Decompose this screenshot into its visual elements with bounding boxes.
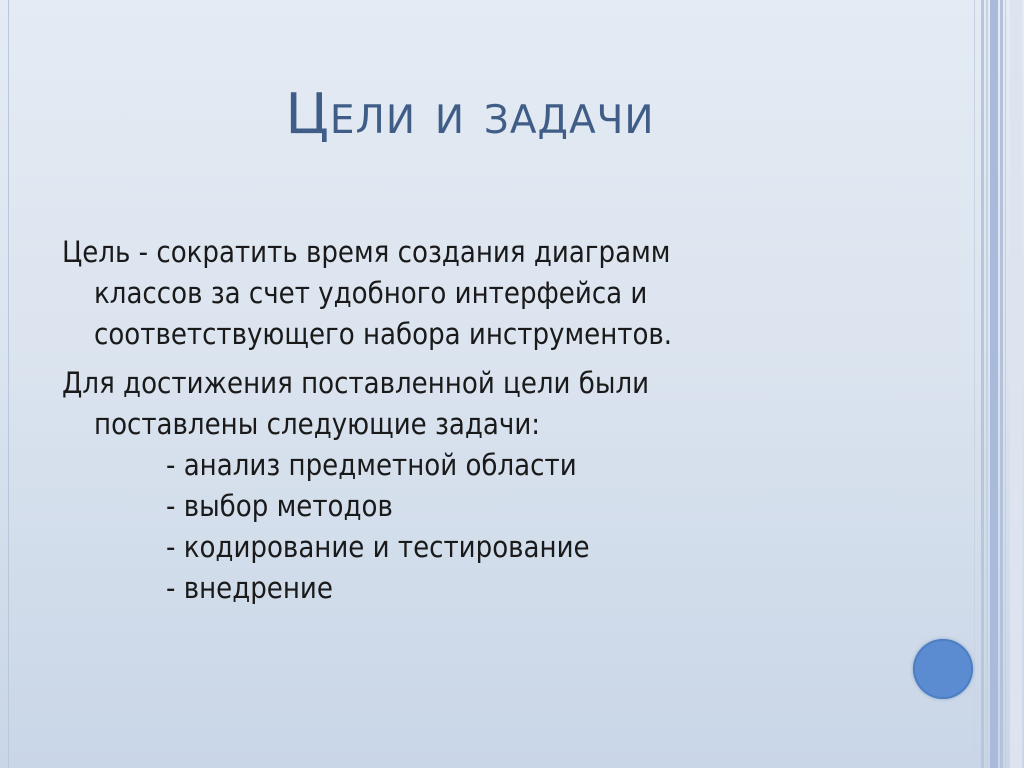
goal-paragraph xyxy=(62,232,892,355)
tasks-intro-line: поставлены следующие задачи: xyxy=(94,407,541,441)
stripe xyxy=(1010,0,1022,768)
stripe xyxy=(1005,0,1006,768)
stripe xyxy=(990,0,998,768)
stripe xyxy=(1000,0,1003,768)
stripe xyxy=(986,0,988,768)
stripe xyxy=(974,0,975,768)
slide-title: Цели и задачи xyxy=(285,82,655,147)
decorative-stripes xyxy=(974,0,1024,768)
goal-line: Цель - сократить время создания диаграмм xyxy=(62,235,671,269)
tasks-paragraph xyxy=(62,363,892,609)
goal-line: классов за счет удобного интерфейса и xyxy=(94,276,648,310)
task-item: - внедрение xyxy=(166,571,333,605)
task-item: - анализ предметной области xyxy=(166,448,577,482)
task-item: - кодирование и тестирование xyxy=(166,530,590,564)
goal-line: соответствующего набора инструментов. xyxy=(94,317,673,351)
slide-body xyxy=(62,232,892,617)
tasks-intro-line: Для достижения поставленной цели были xyxy=(62,366,650,400)
stripe xyxy=(981,0,984,768)
task-item: - выбор методов xyxy=(166,489,393,523)
decorative-circle xyxy=(913,639,973,699)
